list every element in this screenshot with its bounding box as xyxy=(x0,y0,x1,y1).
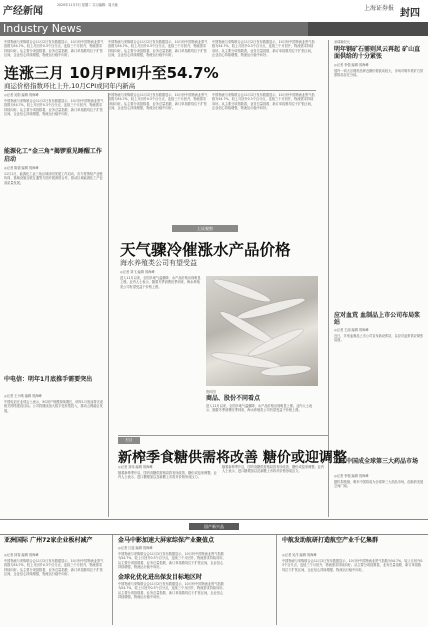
bottom-story2-subhead: 金球化优化进出保发目标地区时 xyxy=(118,574,203,581)
lead-text-col3: 中国物流与采购联合会11月2日发布数据显示，10月份中国物流业景气指数为54.7%，较上月回升0.3个百分点，连续三个月回升，物流需求持续向好。从主要分项指数看，业务总量指数、新订单指数均位于扩张区间，企业信心持续增强，物流运行稳中向好。 xyxy=(212,93,315,110)
lead-text-col2: 中国物流与采购联合会11月2日发布数据显示，10月份中国物流业景气指数为54.7%，较上月回升0.3个百分点，连续三个月回升，物流需求持续向好。从主要分项指数看，业务总量指数、新订单指数均位于扩张区间，企业信心持续增强，物流运行稳中向好。 xyxy=(108,93,208,110)
section-name-cn: 产经新闻 xyxy=(3,6,43,17)
top-mid-text: 中国物流与采购联合会11月2日发布数据显示，10月份中国物流业景气指数为54.7%，较上月回升0.3个百分点，连续三个月回升，物流需求持续向好。从主要分项指数看，业务总量指数、新订单指数均位于扩张区间，企业信心持续增强，物流运行稳中向好。 xyxy=(108,40,208,57)
right-story2-text: 近日，多家血制品上市公司宣布新设浆站，以应对血浆供应紧张局面。 xyxy=(334,334,424,343)
bottom-center-text-col2: 随着新榨季开启，国内食糖供需格局将有所改善，糖价或迎来调整。业内人士表示，进口糖增加以及新糖上市将对价格形成压力。 xyxy=(222,465,324,474)
lead-subhead: 商运价格指数环比上升,10月CPI或同年内新高 xyxy=(4,82,136,90)
photo-caption: 资料图 xyxy=(206,390,216,394)
page-number: 封四 xyxy=(400,8,420,19)
lead-rule xyxy=(4,90,316,91)
fish-shape xyxy=(236,295,306,322)
bottom-story1-byline: ◎记者 林春 编辑 郭海峰 xyxy=(4,553,39,557)
right-story1-byline: ◎记者 李强 编辑 郭海峰 xyxy=(334,63,369,67)
center-tag: 上证观察 xyxy=(172,225,238,232)
bottom-story3-byline: ◎记者 吴洋 编辑 郭海峰 xyxy=(282,553,317,557)
section-name-en: Industry News xyxy=(3,22,82,35)
right-story2-byline: ◎记者 王丽 编辑 郭海峰 xyxy=(334,328,369,332)
ad-label: 国产新兴品 xyxy=(189,523,239,530)
bottom-center-headline: 新榨季食糖供需将改善 糖价或迎调整 xyxy=(118,450,347,466)
bottom-center-rule xyxy=(118,435,328,436)
bottom-rule-1 xyxy=(112,535,113,625)
center-headline: 天气骤冷催涨水产品价格 xyxy=(120,241,291,259)
top-right-text: 中国物流与采购联合会11月2日发布数据显示，10月份中国物流业景气指数为54.7%，较上月回升0.3个百分点，连续三个月回升，物流需求持续向好。从主要分项指数看，业务总量指数、新订单指数均位于扩张区间，企业信心持续增强，物流运行稳中向好。 xyxy=(212,40,315,57)
bottom-story1-headline: 亚洲国际 广州72家企业板村减产 xyxy=(4,537,93,544)
center-text-col1: 进入11月以来，全国多地气温骤降，水产品价格出现明显上涨。业内人士表示，随着冬季消费旺季到来，海水养殖类公司有望受益于价格上涨。 xyxy=(120,276,201,289)
right-story3-byline: ◎记者 李强 编辑 郭海峰 xyxy=(334,474,369,478)
left-story1-byline: ◎记者 陈德 编辑 郭海峰 xyxy=(4,166,39,170)
bottom-story2-text2: 中国物流与采购联合会11月2日发布数据显示，10月份中国物流业景气指数为54.7%，较上月回升0.3个百分点，连续三个月回升，物流需求持续向好。从主要分项指数看，业务总量指数、新订单指数均位于扩张区间，企业信心持续增强，物流运行稳中向好。 xyxy=(118,582,226,599)
left-story1-headline: 能源化工“金三角”揭锣重见睡醒工作启动 xyxy=(4,148,102,163)
fish-photo xyxy=(206,276,318,386)
lead-text-col1: 中国物流与采购联合会11月2日发布数据显示，10月份中国物流业景气指数为54.7%，较上月回升0.3个百分点，连续三个月回升，物流需求持续向好。从主要分项指数看，业务总量指数、新订单指数均位于扩张区间，企业信心持续增强，物流运行稳中向好。 xyxy=(4,99,104,116)
right-story1-headline: 明年钢矿石需则风云再起 矿山直面供给的十分紧张 xyxy=(334,46,421,60)
bottom-story2-headline: 金马中影加速大屏家综保产业聚值点 xyxy=(118,537,215,544)
center-byline: ◎记者 刘飞 编辑 郭海峰 xyxy=(120,270,155,274)
left-story2-headline: 中电信：明年1月底推手需要突出 xyxy=(4,376,93,383)
bottom-center-byline: ◎记者 刘伟 编辑 郭海峰 xyxy=(118,465,153,469)
bottom-story2-text1: 中国物流与采购联合会11月2日发布数据显示，10月份中国物流业景气指数为54.7%，较上月回升0.3个百分点，连续三个月回升，物流需求持续向好。从主要分项指数看，业务总量指数、新订单指数均位于扩张区间，企业信心持续增强，物流运行稳中向好。 xyxy=(118,552,226,569)
bottom-rule-2 xyxy=(276,535,277,625)
left-story2-text: 中国电信在业绩会上表示，5G用户规模持续增长，明年1月底前将完成相关网络建设目标。公司将继续加大数字化转型投入，推动云网融合发展。 xyxy=(4,400,103,413)
column-rule-right xyxy=(328,40,329,517)
center-text-col2: 进入11月以来，全国多地气温骤降，水产品价格出现明显上涨。业内人士表示，随着冬季消费旺季到来，海水养殖类公司有望受益于价格上涨。 xyxy=(206,404,313,413)
lead-byline: ◎记者 吴皓 编辑 郭海峰 xyxy=(4,93,39,97)
right-story3-text: 据机构预测，明年中国将成为全球第三大药品市场，创新药发展空间广阔。 xyxy=(334,480,424,489)
lead-headline: 连涨三月 10月PMI升至54.7% xyxy=(4,64,219,82)
center-subhead: 海水养殖类公司有望受益 xyxy=(120,259,197,267)
fish-shape xyxy=(212,276,271,305)
right-story3-headline: 明年中国成全球第三大药品市场 xyxy=(334,458,419,465)
date-line: 2020年11月3日 星期二 实习编辑：周天驰 xyxy=(57,3,118,7)
right-tag: 冰球新纪元 xyxy=(334,40,350,44)
center-section-label: 商品、股份不同看点 xyxy=(206,395,261,402)
bottom-story3-text: 中国物流与采购联合会11月2日发布数据显示，10月份中国物流业景气指数为54.7%，较上月回升0.3个百分点，连续三个月回升，物流需求持续向好。从主要分项指数看，业务总量指数、新订单指数均位于扩张区间，企业信心持续增强，物流运行稳中向好。 xyxy=(282,559,424,572)
top-left-text: 中国物流与采购联合会11月2日发布数据显示，10月份中国物流业景气指数为54.7%，较上月回升0.3个百分点，连续三个月回升，物流需求持续向好。从主要分项指数看，业务总量指数、新订单指数均位于扩张区间，企业信心持续增强，物流运行稳中向好。 xyxy=(4,40,104,57)
masthead-bar-dark xyxy=(308,22,428,36)
left-story2-byline: ◎记者 王小路 编辑 郭海峰 xyxy=(4,394,42,398)
bottom-story1-text: 中国物流与采购联合会11月2日发布数据显示，10月份中国物流业景气指数为54.7%，较上月回升0.3个百分点，连续三个月回升，物流需求持续向好。从主要分项指数看，业务总量指数、新订单指数均位于扩张区间，企业信心持续增强，物流运行稳中向好。 xyxy=(4,559,104,576)
bottom-story2-byline: ◎记者 江蓝 编辑 郭海峰 xyxy=(118,546,153,550)
right-story1-text: 国内一项大宗期货品种近期价格波动较大，市场对明年铁矿石供需格局存在分歧。 xyxy=(334,69,424,78)
bottom-story3-headline: 中航发助航研打造航空产业千亿集群 xyxy=(282,537,379,544)
left-story1-text: 11月1日，能源化工金三角区域协同发展工作启动，各方将围绕产业链协同、基础设施互联互通等方面开展深度合作，推动区域能源化工产业高质量发展。 xyxy=(4,172,103,185)
paper-name: 上海证券报 xyxy=(363,5,394,12)
bottom-center-text-col1: 随着新榨季开启，国内食糖供需格局将有所改善，糖价或迎来调整。业内人士表示，进口糖增加以及新糖上市将对价格形成压力。 xyxy=(118,471,217,480)
right-story2-headline: 应对血荒 血制品上市公司布局浆站 xyxy=(334,312,421,326)
bottom-center-tag: 栏目 xyxy=(118,437,140,444)
column-rule-left xyxy=(108,93,109,517)
